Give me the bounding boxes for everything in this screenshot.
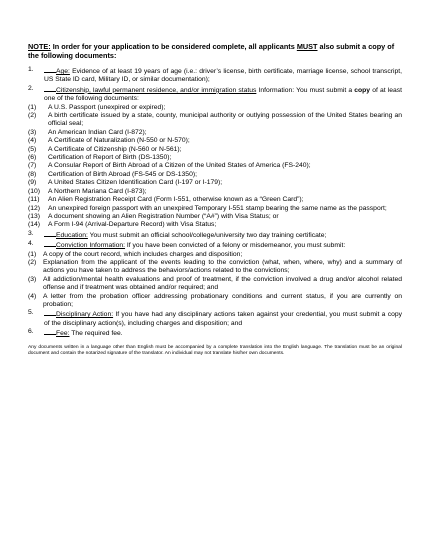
- item-text: Evidence of at least 19 years of age (i.e.: driver’s license, birth certificate, marriage license, school transcript, US State ID card, Military ID, or similar documentation);: [44, 68, 402, 84]
- citizenship-doc: [28, 171, 402, 179]
- requirement-fee: [28, 328, 402, 338]
- doc-number: (4): [28, 137, 37, 145]
- check-blank: [44, 66, 56, 73]
- requirement-disciplinary: [28, 309, 402, 328]
- conviction-doc: [28, 259, 402, 276]
- doc-text: A copy of the court record, which includes charges and disposition;: [43, 250, 243, 258]
- citizenship-doc: [28, 154, 402, 162]
- doc-number: (4): [28, 292, 37, 300]
- notice-heading: [28, 42, 402, 60]
- check-blank: [44, 328, 56, 335]
- doc-text: A Certificate of Naturalization (N-550 or N-570);: [48, 137, 190, 145]
- citizenship-doc: [28, 129, 402, 137]
- requirement-education: [28, 230, 402, 240]
- doc-number: (9): [28, 179, 37, 187]
- item-text: If you have been convicted of a felony or misdemeanor, you must submit:: [125, 242, 346, 250]
- doc-number: (3): [28, 275, 37, 283]
- item-heading: Conviction Information:: [56, 242, 126, 250]
- notice-must: MUST: [296, 42, 318, 51]
- notice-prefix: NOTE:: [28, 42, 51, 51]
- doc-text: An American Indian Card (I-872);: [48, 128, 147, 136]
- doc-text: A Certificate of Citizenship (N-560 or N-561);: [48, 145, 182, 153]
- doc-text: A Consular Report of Birth Abroad of a Citizen of the United States of America (FS-240);: [48, 162, 311, 170]
- doc-number: (8): [28, 170, 37, 178]
- doc-number: (7): [28, 162, 37, 170]
- item-text: If you have had any disciplinary actions taken against your credential, you must submit a copy of the disciplinary action(s), including charges and disposition; and: [44, 311, 402, 327]
- doc-text: An unexpired foreign passport with an unexpired Temporary I-551 stamp bearing the same name as the passport;: [48, 204, 387, 212]
- doc-text: Certification of Report of Birth (DS-1350);: [48, 154, 172, 162]
- doc-number: (14): [28, 221, 41, 229]
- citizenship-doc: [28, 137, 402, 145]
- doc-text: A letter from the probation officer addressing probationary conditions and current status, if you are currently on probation;: [43, 292, 402, 308]
- citizenship-doc: [28, 179, 402, 187]
- requirement-conviction: [28, 240, 402, 250]
- notice-text-1: In order for your application to be considered complete, all applicants: [50, 42, 297, 51]
- doc-number: (2): [28, 258, 37, 266]
- doc-number: (10): [28, 187, 41, 195]
- doc-text: Explanation from the applicant of the events leading to the conviction (what, when, where, why) and a summary of actions you have taken to address the behaviors/actions related to the convictions;: [43, 258, 402, 275]
- doc-text: Certification of Birth Abroad (FS-545 or DS-1350);: [48, 170, 197, 178]
- item-text: Information: You must submit a: [256, 86, 355, 94]
- item-number: 2.: [28, 84, 34, 92]
- citizenship-doc: [28, 112, 402, 129]
- translation-footnote: Any documents written in a language other than English must be accompanied by a complete translation into the English language. The translation must be an original document and contain the notarized signature of the translator. An individual may not translate his/her own documents.: [28, 344, 402, 356]
- item-heading: Citizenship, lawful permanent residence, and/or immigration status: [56, 86, 257, 94]
- doc-text: An Alien Registration Receipt Card (Form I-551, otherwise known as a “Green Card”);: [48, 196, 304, 204]
- item-text: You must submit an official school/college/university two day training certificate;: [87, 231, 327, 239]
- doc-text: A Form I-94 (Arrival-Departure Record) with Visa Status;: [48, 221, 217, 229]
- doc-text: A United States Citizen Identification Card (I-197 or I-179);: [48, 179, 223, 187]
- doc-number: (3): [28, 128, 37, 136]
- citizenship-doc: [28, 196, 402, 204]
- check-blank: [44, 309, 56, 316]
- requirement-citizenship: [28, 85, 402, 104]
- citizenship-doc: [28, 146, 402, 154]
- item-number: 4.: [28, 240, 34, 248]
- doc-text: A document showing an Alien Registration Number (“A#”) with Visa Status; or: [48, 212, 279, 220]
- check-blank: [44, 85, 56, 92]
- citizenship-doc: [28, 213, 402, 221]
- copy-word: copy: [354, 86, 371, 94]
- doc-number: (2): [28, 112, 37, 120]
- doc-number: (1): [28, 250, 37, 258]
- conviction-doc: [28, 276, 402, 293]
- citizenship-doc: [28, 221, 402, 229]
- item-heading: Disciplinary Action:: [56, 311, 114, 319]
- doc-number: (5): [28, 145, 37, 153]
- item-number: 3.: [28, 229, 34, 237]
- citizenship-doc: [28, 188, 402, 196]
- doc-number: (11): [28, 196, 40, 204]
- item-number: 6.: [28, 328, 34, 336]
- conviction-doc: [28, 293, 402, 310]
- doc-number: (6): [28, 154, 37, 162]
- doc-text: A U.S. Passport (unexpired or expired);: [48, 103, 166, 111]
- check-blank: [44, 230, 56, 237]
- item-number: 5.: [28, 309, 34, 317]
- doc-number: (13): [28, 212, 41, 220]
- check-blank: [44, 240, 56, 247]
- citizenship-doc: [28, 162, 402, 170]
- doc-text: A birth certificate issued by a state, county, municipal authority or outlying possession of the United States bearing an official seal;: [48, 112, 402, 128]
- citizenship-doc: [28, 205, 402, 213]
- doc-number: (1): [28, 103, 37, 111]
- item-heading: Fee:: [56, 330, 70, 338]
- item-heading: Age:: [56, 68, 70, 75]
- doc-text: A Northern Mariana Card (I-873);: [48, 187, 147, 195]
- conviction-doc: [28, 251, 402, 259]
- item-number: 1.: [28, 66, 34, 73]
- doc-text: All addiction/mental health evaluations and proof of treatment, if the conviction involved a drug and/or alcohol related offense and if treatment was obtained and/or required; and: [43, 275, 402, 292]
- item-text: of at least one of the following documents:: [44, 86, 402, 103]
- doc-number: (12): [28, 204, 41, 212]
- item-heading: Education:: [56, 231, 88, 239]
- item-text: The required fee.: [69, 330, 123, 338]
- notice-text-2: also submit a copy of the following documents:: [28, 42, 395, 60]
- citizenship-doc: [28, 104, 402, 112]
- requirement-age: [28, 66, 402, 85]
